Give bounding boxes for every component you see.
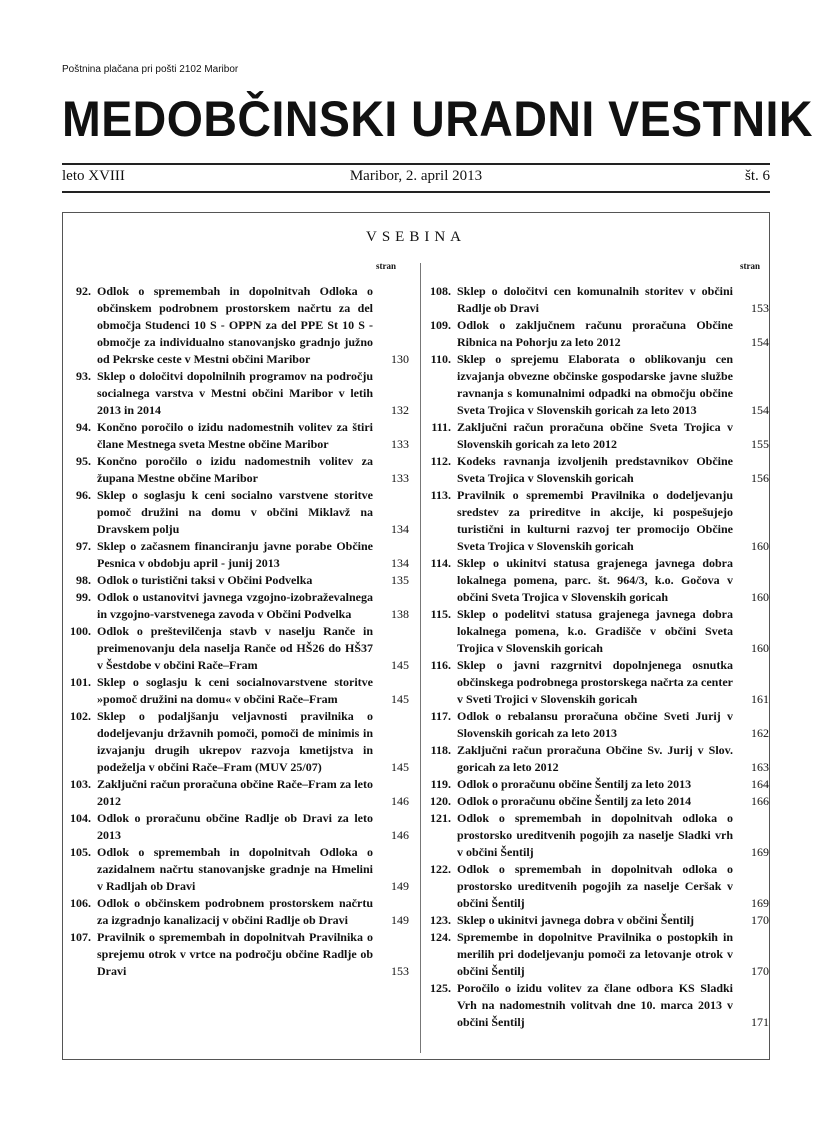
toc-entry[interactable] (427, 419, 769, 453)
entry-number: 115. (430, 607, 451, 621)
entry-page: 154 (751, 403, 769, 417)
issue-number: št. 6 (744, 168, 770, 184)
entry-number: 108. (430, 284, 451, 298)
entry-number: 106. (70, 896, 91, 910)
entry-number: 112. (430, 454, 451, 468)
toc-entry[interactable] (427, 657, 769, 708)
toc-entry[interactable] (427, 742, 769, 776)
entry-page: 132 (391, 403, 409, 417)
entry-title: Sklep o podelitvi statusa grajenega javnega dobra lokalnega pomena, k.o. Gradišče v občini Sveta Trojica v Slovenskih goricah (457, 607, 733, 655)
entry-title: Kodeks ravnanja izvoljenih predstavnikov Občine Sveta Trojica v Slovenskih goricah (457, 454, 733, 485)
toc-entry[interactable] (67, 538, 409, 572)
entry-number: 105. (70, 845, 91, 859)
entry-page: 138 (391, 607, 409, 621)
toc-entry[interactable] (67, 844, 409, 895)
toc-entry[interactable] (427, 810, 769, 861)
toc-entry[interactable] (67, 929, 409, 980)
toc-entry[interactable] (427, 861, 769, 912)
entry-number: 122. (430, 862, 451, 876)
entry-title: Končno poročilo o izidu nadomestnih volitev za štiri člane Mestnega sveta Mestne občine Maribor (97, 420, 373, 451)
entry-title: Sklep o javni razgrnitvi dopolnjenega osnutka občinskega podrobnega prostorskega načrta za center v Sveti Trojici v Slovenskih goricah (457, 658, 733, 706)
entry-page: 160 (751, 539, 769, 553)
toc-entry[interactable] (427, 487, 769, 555)
entry-page: 135 (391, 573, 409, 587)
entry-page: 169 (751, 845, 769, 859)
entry-number: 111. (431, 420, 451, 434)
entry-page: 145 (391, 692, 409, 706)
toc-entry[interactable] (67, 589, 409, 623)
entry-title: Odlok o spremembah in dopolnitvah odloka o prostorsko ureditvenih pogojih za naselje Sladki vrh v občini Šentilj (457, 811, 733, 859)
toc-entry[interactable] (67, 895, 409, 929)
toc-entry[interactable] (427, 793, 769, 810)
entry-page: 169 (751, 896, 769, 910)
toc-entry[interactable] (67, 283, 409, 368)
entry-title: Sklep o določitvi cen komunalnih storitev v občini Radlje ob Dravi (457, 284, 733, 315)
table-of-contents (62, 212, 770, 1060)
toc-entry[interactable] (427, 453, 769, 487)
entry-title: Sklep o ukinitvi statusa grajenega javnega dobra lokalnega pomena, parc. št. 964/3, k.o. Gočova v občini Sveta Trojica v Slovenskih goricah (457, 556, 733, 604)
entry-number: 100. (70, 624, 91, 638)
toc-entry[interactable] (427, 929, 769, 980)
entry-page: 160 (751, 590, 769, 604)
entry-number: 96. (76, 488, 91, 502)
entry-page: 162 (751, 726, 769, 740)
entry-title: Odlok o ustanovitvi javnega vzgojno-izobraževalnega in vzgojno-varstvenega zavoda v Občini Podvelka (97, 590, 373, 621)
entry-title: Sklep o podaljšanju veljavnosti pravilnika o dodeljevanju državnih pomoči, pomoči de minimis in izvajanju drugih ukrepov razvoja kmetijstva in podeželja v občini Rače–Fram (MUV 25/07) (97, 709, 373, 774)
entry-page: 160 (751, 641, 769, 655)
entry-page: 133 (391, 437, 409, 451)
toc-entry[interactable] (427, 555, 769, 606)
entry-number: 125. (430, 981, 451, 995)
entry-title: Odlok o rebalansu proračuna občine Sveti Jurij v Slovenskih goricah za leto 2013 (457, 709, 733, 740)
entry-title: Poročilo o izidu volitev za člane odbora KS Sladki Vrh na nadomestnih volitvah dne 10. marca 2013 v občini Šentilj (457, 981, 733, 1029)
entry-number: 102. (70, 709, 91, 723)
place-date: Maribor, 2. april 2013 (349, 168, 483, 184)
entry-page: 164 (751, 777, 769, 791)
entry-page: 171 (751, 1015, 769, 1029)
toc-entry[interactable] (427, 317, 769, 351)
entry-number: 116. (430, 658, 451, 672)
entry-page: 154 (751, 335, 769, 349)
toc-entry[interactable] (427, 776, 769, 793)
entry-number: 119. (430, 777, 451, 791)
bottom-rule (62, 191, 770, 193)
entry-page: 149 (391, 879, 409, 893)
toc-column-right (427, 283, 769, 1031)
column-divider (420, 263, 421, 1053)
entry-page: 146 (391, 828, 409, 842)
entry-page: 134 (391, 522, 409, 536)
entry-number: 124. (430, 930, 451, 944)
entry-title: Zaključni račun proračuna občine Sveta Trojica v Slovenskih goricah za leto 2012 (457, 420, 733, 451)
entry-title: Odlok o turistični taksi v Občini Podvelka (97, 573, 313, 587)
entry-title: Odlok o proračunu občine Šentilj za leto 2013 (457, 777, 692, 791)
page-header-left: stran (376, 261, 396, 271)
entry-number: 92. (76, 284, 91, 298)
toc-entry[interactable] (67, 419, 409, 453)
entry-number: 95. (76, 454, 91, 468)
toc-entry[interactable] (67, 453, 409, 487)
entry-number: 110. (430, 352, 451, 366)
toc-entry[interactable] (67, 572, 409, 589)
postage-note: Poštnina plačana pri pošti 2102 Maribor (62, 64, 239, 75)
toc-entry[interactable] (67, 776, 409, 810)
entry-title: Sklep o sprejemu Elaborata o oblikovanju cen izvajanja obvezne občinske gospodarske javne službe ravnanja s komunalnimi odpadki na območju občine Sveta Trojica v Slovenskih goricah za leto 2013 (457, 352, 733, 417)
entry-title: Odlok o spremembah in dopolnitvah Odloka o zazidalnem načrtu stanovanjske gradnje na Hmelini v Radljah ob Dravi (97, 845, 373, 893)
entry-number: 103. (70, 777, 91, 791)
entry-page: 146 (391, 794, 409, 808)
entry-title: Odlok o občinskem podrobnem prostorskem načrtu za izgradnjo kanalizacij v občini Radlje ob Dravi (97, 896, 373, 927)
entry-page: 133 (391, 471, 409, 485)
entry-page: 145 (391, 760, 409, 774)
entry-page: 166 (751, 794, 769, 808)
top-rule (62, 163, 770, 165)
entry-number: 94. (76, 420, 91, 434)
entry-page: 134 (391, 556, 409, 570)
entry-title: Sklep o začasnem financiranju javne porabe Občine Pesnica v obdobju april - junij 2013 (97, 539, 373, 570)
entry-title: Odlok o spremembah in dopolnitvah Odloka o občinskem podrobnem prostorskem načrtu za del območja Studenci 10 S - OPPN za del PPE St 10 S - območje za individualno stanovanjsko gradnjo južno od Pekrske ceste v Mestni občini Maribor (97, 284, 373, 366)
entry-number: 113. (430, 488, 451, 502)
page-header-right: stran (740, 261, 760, 271)
toc-entry[interactable] (427, 980, 769, 1031)
toc-entry[interactable] (67, 708, 409, 776)
entry-number: 109. (430, 318, 451, 332)
toc-entry[interactable] (427, 708, 769, 742)
entry-page: 156 (751, 471, 769, 485)
entry-number: 121. (430, 811, 451, 825)
entry-page: 130 (391, 352, 409, 366)
toc-title: VSEBINA (365, 229, 466, 245)
toc-entry[interactable] (427, 283, 769, 317)
toc-entry[interactable] (67, 487, 409, 538)
entry-title: Zaključni račun proračuna občine Rače–Fram za leto 2012 (97, 777, 373, 808)
entry-number: 117. (430, 709, 451, 723)
entry-number: 101. (70, 675, 91, 689)
toc-entry[interactable] (427, 351, 769, 419)
entry-page: 170 (751, 913, 769, 927)
entry-title: Pravilnik o spremembah in dopolnitvah Pravilnika o sprejemu otrok v vrtce na področju občine Radlje ob Dravi (97, 930, 373, 978)
entry-title: Zaključni račun proračuna Občine Sv. Jurij v Slov. goricah za leto 2012 (457, 743, 733, 774)
entry-title: Končno poročilo o izidu nadomestnih volitev za župana Mestne občine Maribor (97, 454, 373, 485)
entry-title: Sklep o ukinitvi javnega dobra v občini Šentilj (457, 913, 695, 927)
entry-title: Pravilnik o spremembi Pravilnika o dodeljevanju sredstev za prireditve in akcije, ki pospešujejo turistični in kulturni razvoj ter promocijo Občine Sveta Trojica v Slovenskih goricah (457, 488, 733, 553)
entry-page: 153 (751, 301, 769, 315)
entry-title: Odlok o preštevilčenja stavb v naselju Ranče in preimenovanju dela naselja Ranče od HŠ26 do HŠ37 v Šestdobe v občini Rače–Fram (97, 624, 373, 672)
entry-number: 104. (70, 811, 91, 825)
entry-number: 123. (430, 913, 451, 927)
toc-entry[interactable] (67, 368, 409, 419)
entry-page: 161 (751, 692, 769, 706)
entry-number: 120. (430, 794, 451, 808)
entry-number: 93. (76, 369, 91, 383)
entry-title: Sklep o soglasju k ceni socialno varstvene storitve pomoč družini na domu v občini Miklavž na Dravskem polju (97, 488, 373, 536)
entry-title: Odlok o proračunu občine Šentilj za leto 2014 (457, 794, 692, 808)
toc-column-left (67, 283, 409, 980)
toc-entry[interactable] (67, 810, 409, 844)
entry-title: Odlok o proračunu občine Radlje ob Dravi za leto 2013 (97, 811, 373, 842)
entry-page: 163 (751, 760, 769, 774)
entry-title: Sklep o določitvi dopolnilnih programov na področju socialnega varstva v Mestni občini Maribor v letih 2013 in 2014 (97, 369, 373, 417)
toc-entry[interactable] (67, 623, 409, 674)
masthead-title: MEDOBČINSKI URADNI VESTNIK (62, 91, 813, 147)
entry-number: 97. (76, 539, 91, 553)
entry-number: 114. (430, 556, 451, 570)
entry-title: Odlok o spremembah in dopolnitvah odloka o prostorsko ureditvenih pogojih za naselje Ceršak v občini Šentilj (457, 862, 733, 910)
entry-page: 149 (391, 913, 409, 927)
issue-info-bar (62, 168, 770, 188)
entry-page: 145 (391, 658, 409, 672)
toc-entry[interactable] (427, 912, 769, 929)
entry-title: Sklep o soglasju k ceni socialnovarstvene storitve »pomoč družini na domu« v občini Rače–Fram (97, 675, 373, 706)
toc-entry[interactable] (427, 606, 769, 657)
entry-number: 99. (76, 590, 91, 604)
entry-number: 107. (70, 930, 91, 944)
entry-title: Spremembe in dopolnitve Pravilnika o postopkih in merilih pri dodeljevanju pomoči za letovanje otrok v občini Šentilj (457, 930, 733, 978)
entry-number: 118. (430, 743, 451, 757)
entry-page: 155 (751, 437, 769, 451)
entry-title: Odlok o zaključnem računu proračuna Občine Ribnica na Pohorju za leto 2012 (457, 318, 733, 349)
entry-page: 153 (391, 964, 409, 978)
volume-year: leto XVIII (62, 168, 125, 184)
entry-number: 98. (76, 573, 91, 587)
entry-page: 170 (751, 964, 769, 978)
toc-entry[interactable] (67, 674, 409, 708)
